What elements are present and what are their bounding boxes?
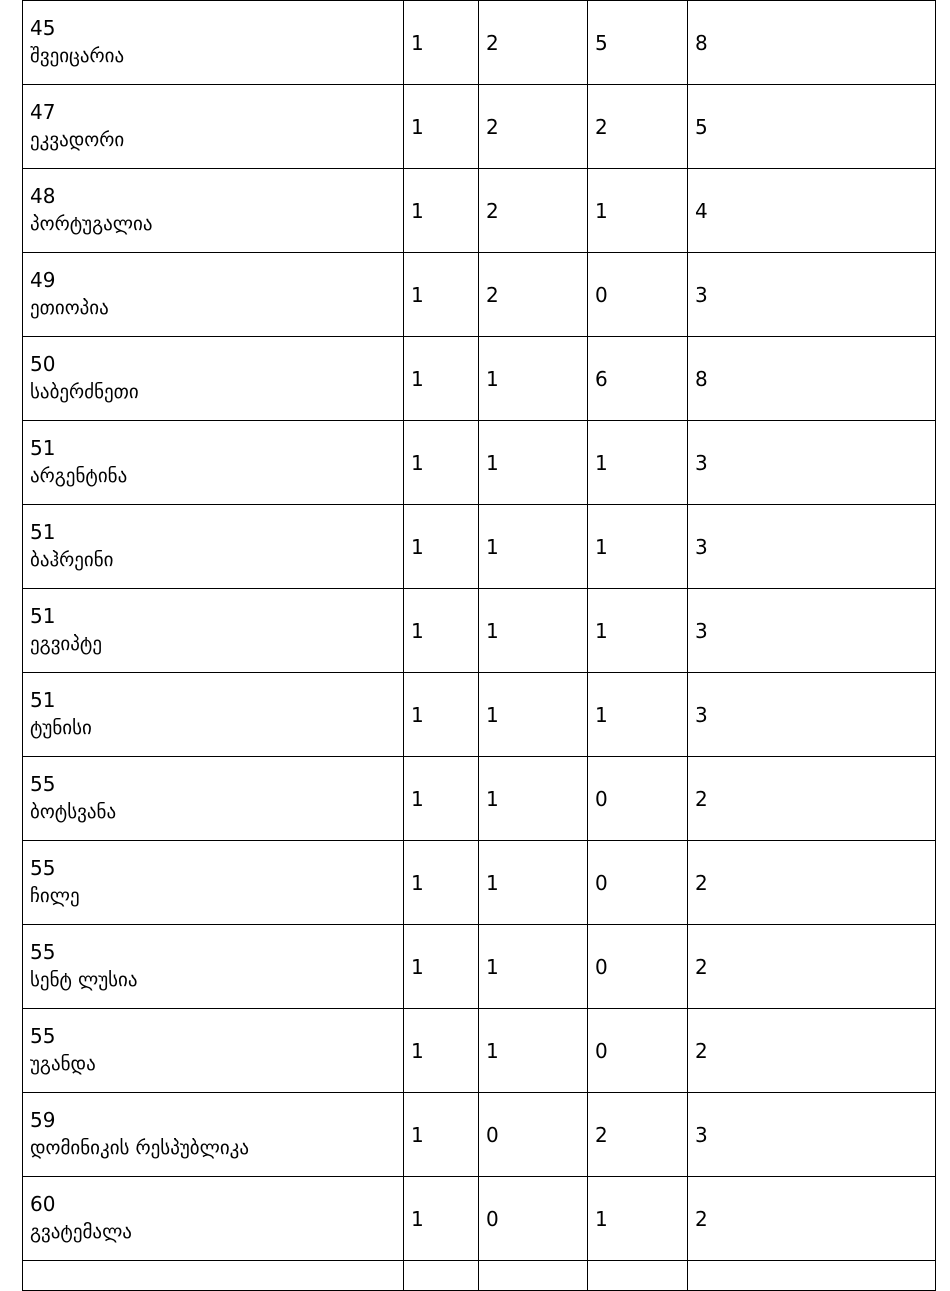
- medal-table-container: [22, 0, 935, 1291]
- rank-value: 47: [30, 100, 56, 125]
- gold-count-cell: 1: [404, 253, 479, 337]
- gold-count-cell: 1: [404, 1, 479, 85]
- rank-value: 51: [30, 436, 56, 461]
- total-count-cell: 2: [688, 1009, 936, 1093]
- total-count-cell: 2: [688, 757, 936, 841]
- bronze-count-cell: 6: [588, 337, 688, 421]
- total-count-cell: 2: [688, 841, 936, 925]
- total-count-cell: 3: [688, 505, 936, 589]
- bronze-count-cell: 1: [588, 1177, 688, 1261]
- country-name: პორტუგალია: [30, 213, 153, 236]
- silver-count-cell: 2: [479, 85, 588, 169]
- rank-country-cell: [23, 85, 404, 169]
- bronze-count-cell: 5: [588, 1, 688, 85]
- silver-count-cell: 0: [479, 1093, 588, 1177]
- silver-count-cell: 1: [479, 337, 588, 421]
- rank-country-cell: [23, 589, 404, 673]
- gold-count-cell: 1: [404, 673, 479, 757]
- table-row: [23, 841, 936, 925]
- country-name: ბაჰრეინი: [30, 549, 114, 572]
- table-row: [23, 421, 936, 505]
- total-count-cell: 3: [688, 253, 936, 337]
- country-name: არგენტინა: [30, 465, 128, 488]
- gold-count-cell: 1: [404, 505, 479, 589]
- rank-value: 48: [30, 184, 56, 209]
- rank-country-cell: [23, 421, 404, 505]
- rank-value: 51: [30, 604, 56, 629]
- table-row: [23, 1, 936, 85]
- table-row: [23, 253, 936, 337]
- silver-count-cell: 1: [479, 925, 588, 1009]
- bronze-count-cell: 0: [588, 1009, 688, 1093]
- gold-count-cell: 1: [404, 841, 479, 925]
- rank-country-cell: [23, 1, 404, 85]
- table-cell-empty: [688, 1261, 936, 1291]
- table-row-partial: [23, 1261, 936, 1291]
- rank-country-cell: [23, 757, 404, 841]
- country-name: ჩილე: [30, 885, 80, 908]
- bronze-count-cell: 0: [588, 925, 688, 1009]
- total-count-cell: 5: [688, 85, 936, 169]
- table-row: [23, 673, 936, 757]
- total-count-cell: 3: [688, 421, 936, 505]
- rank-country-cell: [23, 673, 404, 757]
- silver-count-cell: 1: [479, 589, 588, 673]
- rank-country-cell: [23, 1177, 404, 1261]
- country-name: სენტ ლუსია: [30, 969, 138, 992]
- table-row: [23, 505, 936, 589]
- silver-count-cell: 2: [479, 253, 588, 337]
- bronze-count-cell: 0: [588, 841, 688, 925]
- rank-value: 55: [30, 856, 56, 881]
- medal-table-body: [23, 1, 936, 1291]
- silver-count-cell: 0: [479, 1177, 588, 1261]
- rank-country-cell: [23, 1093, 404, 1177]
- rank-value: 50: [30, 352, 56, 377]
- gold-count-cell: 1: [404, 925, 479, 1009]
- total-count-cell: 2: [688, 925, 936, 1009]
- total-count-cell: 3: [688, 1093, 936, 1177]
- bronze-count-cell: 1: [588, 673, 688, 757]
- bronze-count-cell: 0: [588, 757, 688, 841]
- rank-country-cell: [23, 169, 404, 253]
- rank-value: 55: [30, 940, 56, 965]
- rank-country-cell: [23, 505, 404, 589]
- silver-count-cell: 2: [479, 169, 588, 253]
- table-row: [23, 1009, 936, 1093]
- table-row: [23, 757, 936, 841]
- bronze-count-cell: 1: [588, 169, 688, 253]
- rank-value: 55: [30, 1024, 56, 1049]
- country-name: დომინიკის რესპუბლიკა: [30, 1137, 250, 1160]
- bronze-count-cell: 2: [588, 85, 688, 169]
- rank-country-cell: [23, 925, 404, 1009]
- table-row: [23, 1093, 936, 1177]
- silver-count-cell: 1: [479, 505, 588, 589]
- rank-country-cell: [23, 841, 404, 925]
- total-count-cell: 3: [688, 589, 936, 673]
- table-cell-empty: [479, 1261, 588, 1291]
- country-name: ეკვადორი: [30, 129, 125, 152]
- table-cell-empty: [404, 1261, 479, 1291]
- table-cell-empty: [588, 1261, 688, 1291]
- country-name: ბოტსვანა: [30, 801, 117, 824]
- medal-table: [22, 0, 936, 1291]
- country-name: ეთიოპია: [30, 297, 109, 320]
- rank-country-cell: [23, 1009, 404, 1093]
- bronze-count-cell: 2: [588, 1093, 688, 1177]
- country-name: ტუნისი: [30, 717, 92, 740]
- gold-count-cell: 1: [404, 1177, 479, 1261]
- country-name: გვატემალა: [30, 1221, 132, 1244]
- bronze-count-cell: 1: [588, 505, 688, 589]
- silver-count-cell: 1: [479, 757, 588, 841]
- total-count-cell: 3: [688, 673, 936, 757]
- silver-count-cell: 1: [479, 841, 588, 925]
- total-count-cell: 8: [688, 1, 936, 85]
- table-row: [23, 169, 936, 253]
- rank-value: 51: [30, 520, 56, 545]
- gold-count-cell: 1: [404, 85, 479, 169]
- gold-count-cell: 1: [404, 589, 479, 673]
- country-name: ეგვიპტე: [30, 633, 102, 656]
- gold-count-cell: 1: [404, 421, 479, 505]
- total-count-cell: 2: [688, 1177, 936, 1261]
- silver-count-cell: 1: [479, 673, 588, 757]
- gold-count-cell: 1: [404, 757, 479, 841]
- table-row: [23, 1177, 936, 1261]
- bronze-count-cell: 0: [588, 253, 688, 337]
- rank-value: 55: [30, 772, 56, 797]
- silver-count-cell: 1: [479, 421, 588, 505]
- table-row: [23, 85, 936, 169]
- country-name: საბერძნეთი: [30, 381, 139, 404]
- rank-value: 45: [30, 16, 56, 41]
- silver-count-cell: 1: [479, 1009, 588, 1093]
- table-row: [23, 925, 936, 1009]
- rank-value: 49: [30, 268, 56, 293]
- bronze-count-cell: 1: [588, 589, 688, 673]
- rank-country-cell: [23, 337, 404, 421]
- gold-count-cell: 1: [404, 1009, 479, 1093]
- gold-count-cell: 1: [404, 337, 479, 421]
- gold-count-cell: 1: [404, 1093, 479, 1177]
- silver-count-cell: 2: [479, 1, 588, 85]
- gold-count-cell: 1: [404, 169, 479, 253]
- bronze-count-cell: 1: [588, 421, 688, 505]
- table-row: [23, 589, 936, 673]
- table-cell-empty: [23, 1261, 404, 1291]
- country-name: შვეიცარია: [30, 45, 125, 68]
- table-row: [23, 337, 936, 421]
- total-count-cell: 8: [688, 337, 936, 421]
- rank-value: 60: [30, 1192, 56, 1217]
- country-name: უგანდა: [30, 1053, 96, 1076]
- rank-value: 59: [30, 1108, 56, 1133]
- total-count-cell: 4: [688, 169, 936, 253]
- rank-value: 51: [30, 688, 56, 713]
- rank-country-cell: [23, 253, 404, 337]
